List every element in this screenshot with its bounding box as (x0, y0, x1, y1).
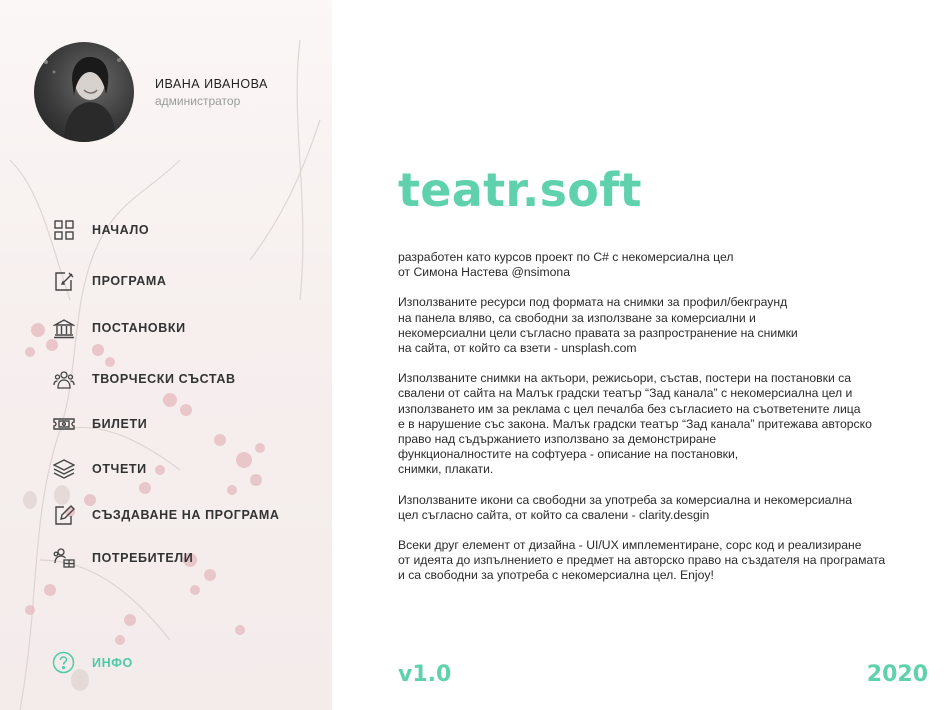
ticket-icon (52, 412, 75, 435)
nav-label-create-program: СЪЗДАВАНЕ НА ПРОГРАМА (92, 507, 280, 522)
about-text (398, 250, 943, 599)
about-paragraph: Всеки друг елемент от дизайна - UI/UX имплементиране, сорс код и реализиране от идеята до изпълнението е предмет на авторско право на създателя на програмата и са свободни за употреба с некомерсиална цел. Enjoy! (398, 538, 886, 583)
grid-icon (52, 218, 75, 241)
version-label: v1.0 (398, 662, 452, 687)
nav-label-productions: ПОСТАНОВКИ (92, 320, 186, 335)
avatar-portrait-icon (34, 42, 134, 142)
sidebar (0, 0, 332, 710)
people-icon (52, 367, 75, 390)
nav-item-home[interactable] (52, 218, 149, 241)
nav-label-tickets: БИЛЕТИ (92, 416, 148, 431)
main-content (332, 0, 950, 710)
theater-building-icon (52, 316, 75, 339)
help-circle-icon (52, 651, 75, 674)
user-name: ИВАНА ИВАНОВА (155, 76, 268, 91)
nav-label-home: НАЧАЛО (92, 222, 150, 237)
nav-item-info[interactable] (52, 651, 133, 674)
nav-item-reports[interactable] (52, 457, 147, 480)
nav-label-info: ИНФО (92, 655, 133, 670)
layers-icon (52, 457, 75, 480)
about-paragraph: Използваните снимки на актьори, режисьори, състав, постери на постановки са свалени от сайта на Малък градски театър “Зад канала” с некомерсиална цел и използването им за реклама с цел печалба без съгласието на съответените лица е в нарушение със закона. Малък градски театър “Зад канала” притежава авторско право над съдържанието използвано за демонстриране функционалностите на софтуера - описание на постановки, снимки, плакати. (398, 371, 872, 477)
user-role: администратор (155, 93, 241, 108)
user-info (155, 77, 268, 108)
year-label: 2020 (866, 662, 928, 687)
users-manage-icon (52, 546, 75, 569)
avatar[interactable] (34, 42, 134, 142)
nav-item-program[interactable] (52, 269, 166, 292)
app-brand-title: teatr.soft (398, 163, 642, 217)
nav-item-tickets[interactable] (52, 412, 147, 435)
nav-item-create-program[interactable] (52, 503, 280, 526)
nav-item-users[interactable] (52, 546, 193, 569)
nav-item-cast[interactable] (52, 367, 236, 390)
nav-item-productions[interactable] (52, 316, 186, 339)
edit-calendar-icon (52, 269, 75, 292)
nav-label-reports: ОТЧЕТИ (92, 461, 147, 476)
pencil-square-icon (52, 503, 75, 526)
about-paragraph: разработен като курсов проект по C# с некомерсиална цел от Симона Настева @nsimona (398, 250, 734, 280)
nav-label-cast: ТВОРЧЕСКИ СЪСТАВ (92, 371, 236, 386)
nav-label-program: ПРОГРАМА (92, 273, 167, 288)
about-paragraph: Използваните икони са свободни за употреба за комерсиална и некомерсиална цел съгласно сайта, от който са свалени - clarity.desgin (398, 492, 853, 522)
about-paragraph: Използваните ресурси под формата на снимки за профил/бекграунд на панела вляво, са свободни за използване за комерсиални и некомерсиални цели съгласно правата за разпространение на снимки на сайта, от който са взети - unsplash.com (398, 295, 798, 356)
user-profile (34, 42, 268, 142)
nav-label-users: ПОТРЕБИТЕЛИ (92, 550, 194, 565)
